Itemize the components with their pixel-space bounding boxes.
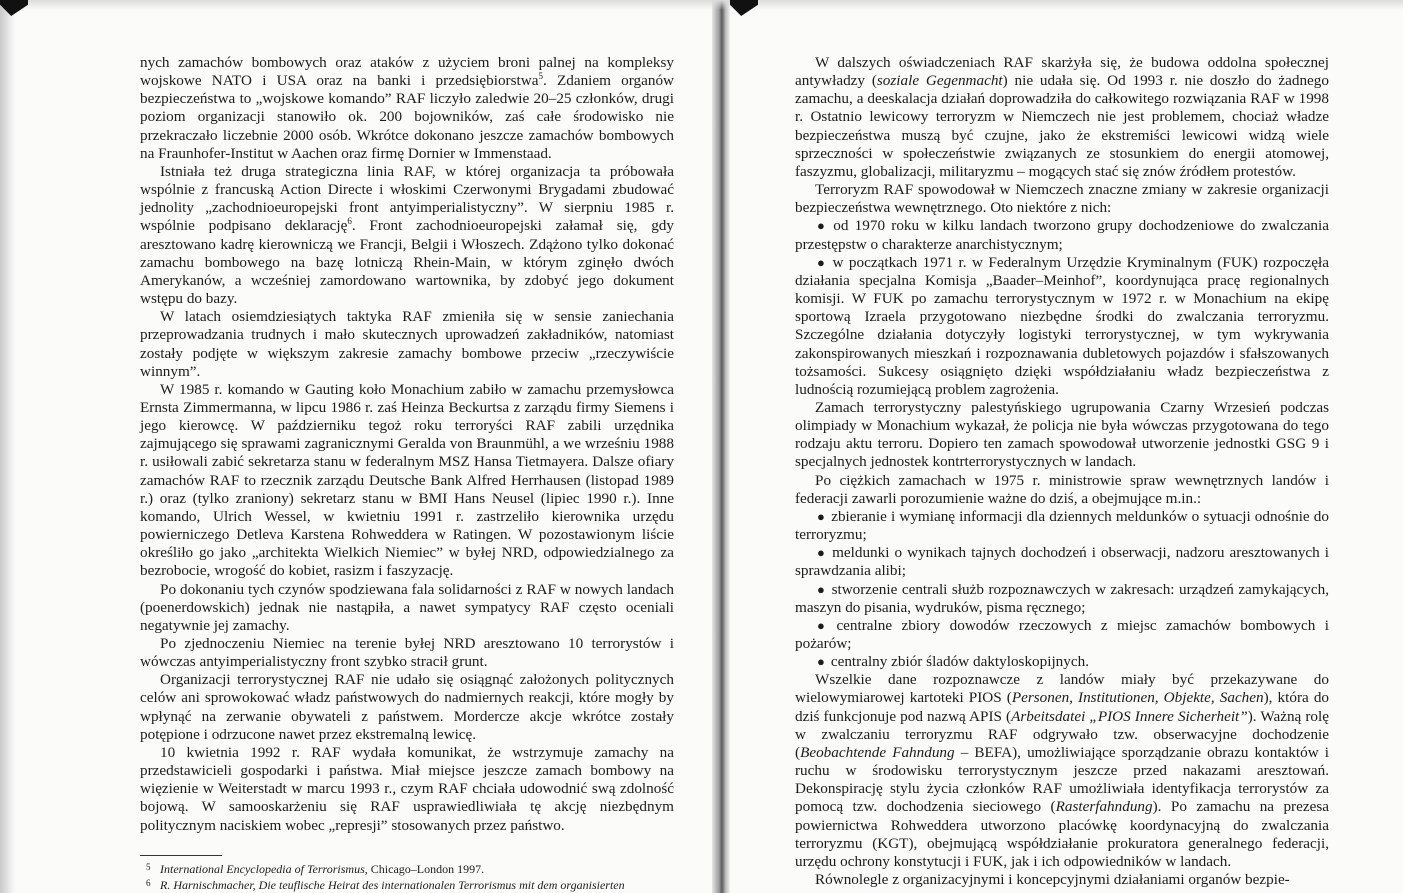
footnotes [146,861,672,892]
scan-top-shadow [0,0,1403,10]
text-run: – BEFA), umożliwiające sporządzanie obrazu kontaktów i ruchu w środowisku terrorystycznym jeszcze przed nakazami aresztowań. Dekonspirację stylu życia członków RAF umożliwiała identyfikacja terrorystów za pomocą tzw. dochodzenia sieciowego ( [795,743,1329,816]
paragraph [795,671,1329,871]
footnote-title: International Encyclopedia of Terrorismus [160,862,365,876]
text-run: ). Ważną rolę w zwalczaniu terroryzmu RAF odgrywało tzw. obserwacyjne dochodzenie ( [795,707,1329,761]
footnote-text: , Chicago–London 1997. [364,862,485,876]
paragraph [140,381,674,581]
paragraph [140,581,674,635]
bullet-icon: ● [817,617,831,633]
text-run: Wszelkie dane rozpoznawcze z landów miały być przekazywane do wielowymiarowej kartoteki PIOS ( [795,671,1329,707]
bullet-icon: ● [817,508,826,524]
text-run: Po ciężkich zamachach w 1975 r. ministrowie spraw wewnętrznych landów i federacji zawarli porozumienie ważne do dziś, a obejmujące m.in.: [795,471,1329,507]
paragraph [795,54,1329,181]
text-run: nych zamachów bombowych oraz ataków z użyciem broni palnej na kompleksy wojskowe NATO i USA oraz na banki i przedsiębiorstwa [140,54,674,90]
bullet-icon: ● [817,545,827,561]
bullet-item [795,254,1329,399]
text-run: W latach osiemdziesiątych taktyka RAF zmieniła się w sensie zaniechania przeprowadzania trudnych i mało skutecznych uprowadzeń zakładników, natomiast zostały podjęte w większym zakresie zamachy bombowe przeciw „rzeczywiście winnym”. [140,308,674,380]
footnote-ref: 5 [538,71,543,82]
page-edge-shadow [0,0,16,893]
text-run: . Zdaniem organów bezpieczeństwa to „wojskowe komando” RAF liczyło zaledwie 20–25 członków, drugi poziom organizacji stanowiło ok. 200 bojowników, zaś całe środowisko nie przekraczało liczebnie 2000 osób. Wkrótce dokonano jeszcze zamachów bombowych na Fraunhofer-Institut w Aachen oraz firmę Dornier w Immenstaad. [140,72,674,162]
paragraph [140,54,674,163]
footnote-number: 6 [146,878,151,888]
paragraph [140,744,674,835]
text-run: od 1970 roku w kilku landach tworzono grupy dochodzeniowe do zwalczania przestępstw o charakterze anarchistycznym; [795,217,1329,253]
text-run: Istniała też druga strategiczna linia RAF, w której organizacja ta próbowała wspólnie z francuską Action Directe i włoskimi Czerwonymi Brygadami zbudować jednolity „zachodnioeuropejski front antyimperialistyczny”. W sierpniu 1985 r. wspólnie podpisano deklarację [140,162,674,235]
bullet-item [795,581,1329,617]
text-run: centralny zbiór śladów daktyloskopijnych. [830,653,1089,671]
text-run: centralne zbiory dowodów rzeczowych z miejsc zamachów bombowych i pożarów; [795,616,1329,652]
right-text-column [795,54,1329,889]
text-run: Równolegle z organizacyjnymi i koncepcyjnymi działaniami organów bezpie- [815,871,1290,889]
text-run: W 1985 r. komando w Gauting koło Monachium zabiło w zamachu przemysłowca Ernsta Zimmermanna, w lipcu 1986 r. zaś Heinza Beckurtsa z zarządu firmy Siemens i jego kierowcę. W październiku tegoż roku terroryści RAF zabili urzędnika zajmującego się sprawami zagranicznymi Geralda von Braunmühl, a we wrześniu 1988 r. usiłowali zabić sekretarza stanu w federalnym MSZ Hansa Tietmayera. Dalsze ofiary zamachów RAF to rzecznik zarządu Deutsche Bank Alfred Herrhausen (listopad 1989 r.) oraz (tylko zraniony) sekretarz stanu w BMI Hans Neusel (lipiec 1990 r.). Inne komando, Ulrich Wessel, w kwietniu 1991 r. zastrzeliło kierownika urzędu powierniczego Detleva Karstena Rohweddera w Ratingen. W pozostawionym liście określiło go jako „architekta Wielkich Niemiec” w byłej NRD, odpowiedzialnego za bezrobocie, wrogość do kobiet, rasizm i faszyzację. [140,380,674,580]
text-run: W dalszych oświadczeniach RAF skarżyła się, że budowa oddolna społecznej antywładzy ( [795,54,1329,90]
text-run: w początkach 1971 r. w Federalnym Urzędzie Kryminalnym (FUK) rozpoczęła działania specjalna Komisja „Baader–Meinhof”, koordynująca pracę regionalnych komisji. W FUK po zamachu terrorystycznym w 1972 r. w Monachium na ekipę sportową Izraela przygotowano niezbędne środki do zwalczania terroryzmu. Szczególne działania dotyczyły logistyki terrorystycznej, w tym wykrywania zakonspirowanych mieszkań i rozpoznawania dubletowych pojazdów i sfałszowanych tożsamości. Sukcesy osiągnięto dzięki współdziałaniu władz bezpieczeństwa z ludnością rozumiejącą problem zagrożenia. [795,253,1330,398]
italic-term: Personen, Institutionen, Objekte, Sachen [1011,689,1264,707]
bullet-icon: ● [817,254,827,270]
italic-term: Rasterfahndung [1055,798,1153,816]
left-text-column [140,54,674,835]
paragraph [795,181,1329,217]
paragraph [140,671,674,744]
text-run: ). Po zamachu na prezesa powiernictwa Rohweddera utworzono placówkę koordynacyjną do zwalczania terroryzmu (KGT), obejmującą współdziałanie prokuratora generalnego federacji, urzędu ochrony konstytucji i FUK, jak i ich odpowiedników w landach. [795,798,1329,870]
book-gutter [712,0,730,893]
bullet-item [795,508,1329,544]
text-run: meldunki o wynikach tajnych dochodzeń i obserwacji, nadzoru aresztowanych i sprawdzania alibi; [795,544,1329,580]
paragraph [795,472,1329,508]
italic-term: soziale Gegenmacht [876,72,1003,90]
bullet-icon: ● [817,654,825,670]
footnote-title: R. Harnischmacher, Die teuflische Heirat des internationalen Terrorismus mit dem organisierten [160,878,625,892]
bullet-item [795,617,1329,653]
italic-term: Beobachtende Fahndung [800,743,955,761]
paragraph [795,871,1329,889]
text-run: . Front zachodnioeuropejski załamał się, gdy aresztowano kadrę kierowniczą we Francji, Belgii i Włoszech. Zdążono tylko dokonać zamachu bombowego na bazę lotniczą Rhein-Main, w którym zginęło dwóch Amerykanów, a wcześniej zamordowano wartownika, by zdobyć jego dokument wstępu do bazy. [140,217,674,308]
text-run: zbieranie i wymianę informacji dla dziennych meldunków o sytuacji odnośnie do terroryzmu; [795,507,1329,544]
bullet-icon: ● [817,218,828,234]
text-run: stworzenie centrali służb rozpoznawczych w zakresach: urządzeń zamykających, maszyn do pisania, wydruków, pisma ręcznego; [795,580,1329,616]
footnote-rule [140,855,222,856]
footnote-ref: 6 [347,216,352,227]
text-run: 10 kwietnia 1992 r. RAF wydała komunikat, że wstrzymuje zamachy na przedstawicieli gospodarki i państwa. Miał miejsce jeszcze zamach bombowy na więzienie w Weiterstadt w marcu 1993 r., czym RAF chciała udowodnić swą zdolność bojową. W samooskarżeniu się RAF usprawiedliwiała tę akcję niezbędnym politycznym naciskiem wobec „represji” stosowanych przez państwo. [140,743,674,834]
text-run: ), która do dziś funkcjonuje pod nazwą APIS ( [795,689,1330,725]
text-run: Zamach terrorystyczny palestyńskiego ugrupowania Czarny Wrzesień podczas olimpiady w Monachium wykazał, że policja nie była wówczas przygotowana do tego rodzaju aktu terroru. Dopiero ten zamach spowodował utworzenie jednostki GSG 9 i specjalnych jednostek kontrterrorystycznych w landach. [795,398,1329,471]
bullet-item [795,653,1329,671]
bullet-icon: ● [817,581,826,597]
paragraph [140,635,674,671]
bullet-item [795,217,1329,253]
paragraph [140,163,674,308]
paragraph [140,308,674,381]
text-run: Po dokonaniu tych czynów spodziewana fala solidarności z RAF w nowych landach (poenerdowskich) jednak nie nastąpiła, a nawet sympatycy RAF często oceniali negatywnie jej zamachy. [140,580,674,634]
text-run: Terroryzm RAF spowodował w Niemczech znaczne zmiany w zakresie organizacji bezpieczeństwa wewnętrznego. Oto niektóre z nich: [795,181,1329,217]
footnote [146,877,672,892]
text-run: ) nie udała się. Od 1993 r. nie doszło do żadnego zamachu, a deeskalacja działań doprowadziła do całkowitego rozwiązania RAF w 1998 r. Ostatnio lewicowy terroryzm w Niemczech nie jest problemem, chociaż władze bezpieczeństwa muszą być czujne, jako że ekstremiści lewicowi widzą wiele sprzeczności w społeczeństwie związanych ze stosunkiem do energii atomowej, faszyzmu, globalizacji, militaryzmu – mogących stać się znów źródłem protestów. [795,72,1329,180]
bullet-item [795,544,1329,580]
paragraph [795,399,1329,472]
footnote [146,861,672,877]
footnote-number: 5 [146,862,151,872]
italic-term: Arbeitsdatei „PIOS Innere Sicherheit” [1011,707,1248,725]
text-run: Organizacji terrorystycznej RAF nie udało się osiągnąć założonych politycznych celów ani sprowokować władz państwowych do nadmiernych reakcji, które mogły by wpłynąć na zerwanie obywateli z państwem. Mordercze akcje wkrótce zostały potępione i odrzucone nawet przez ekstremalną lewicę. [140,671,674,743]
text-run: Po zjednoczeniu Niemiec na terenie byłej NRD aresztowano 10 terrorystów i wówczas antyimperialistyczny front szybko stracił grunt. [140,635,674,671]
